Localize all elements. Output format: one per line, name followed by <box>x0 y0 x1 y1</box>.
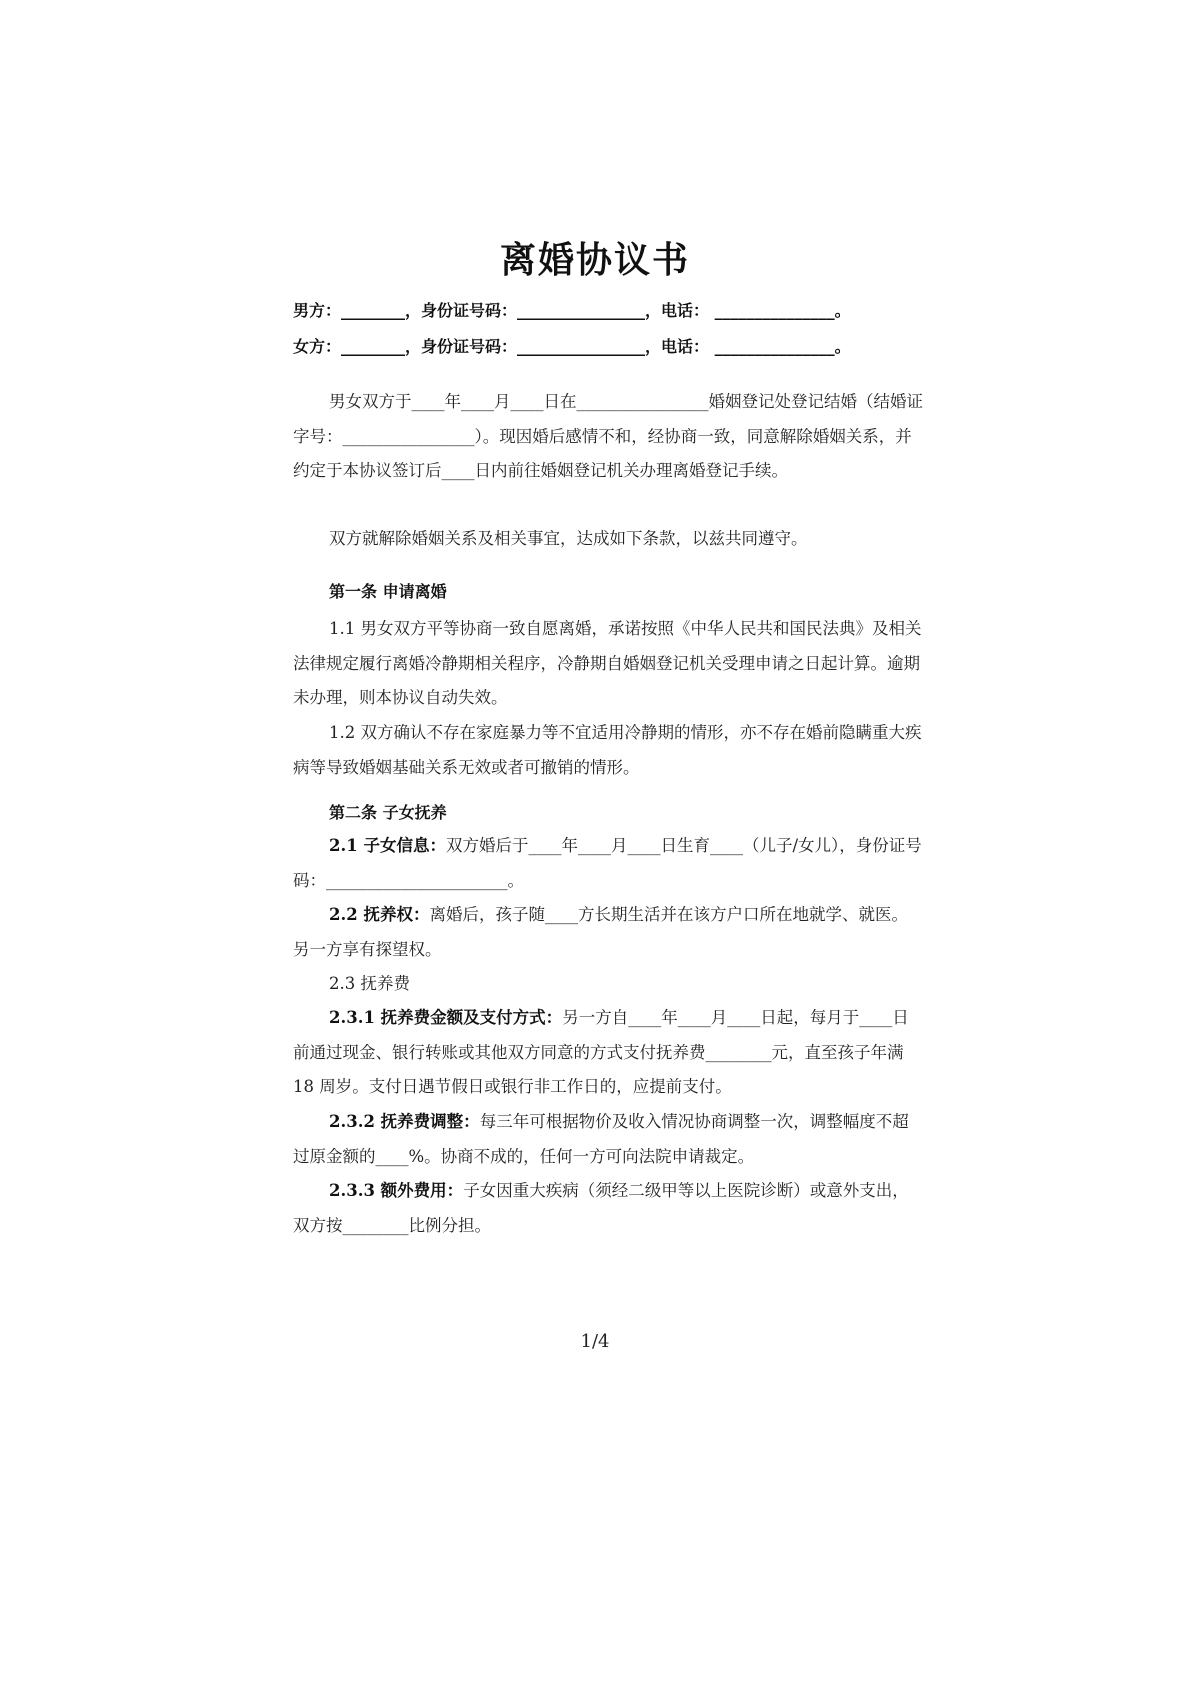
clause-2-3-1-label: 2.3.1 抚养费金额及支付方式： <box>329 1008 563 1027</box>
male-party-line: 男方：________，身份证号码：________________，电话： _______________。 <box>293 301 851 320</box>
clause-2-3-1-text: 另一方自____年____月____日起，每月于____日前通过现金、银行转账或其他双方同意的方式支付抚养费________元，直至孩子年满 18 周岁。支付日遇节假日或银行非工作日的，应提前支付。 <box>293 1008 909 1096</box>
clause-2-1-label: 2.1 子女信息： <box>329 836 446 855</box>
clause-2-1-text: 双方婚后于____年____月____日生育____（儿子/女儿），身份证号码：______________________。 <box>293 836 922 890</box>
document-title: 离婚协议书 <box>499 240 690 281</box>
clause-2-2-text: 离婚后，孩子随____方长期生活并在该方户口所在地就学、就医。另一方享有探望权。 <box>293 905 908 959</box>
intro-paragraph: 男女双方于____年____月____日在________________婚姻登记处登记结婚（结婚证字号：________________）。现因婚后感情不和，经协商一致，同意解除婚姻关系，并约定于本协议签订后____日内前往婚姻登记机关办理离婚登记手续。 <box>293 392 923 480</box>
clause-2-3-2-label: 2.3.2 抚养费调整： <box>329 1112 480 1131</box>
clause-2-2-label: 2.2 抚养权： <box>329 905 430 924</box>
clause-2-2 <box>293 898 923 967</box>
clause-1-2: 1.2 双方确认不存在家庭暴力等不宜适用冷静期的情形，亦不存在婚前隐瞒重大疾病等导致婚姻基础关系无效或者可撤销的情形。 <box>293 723 922 777</box>
female-party-line: 女方：________，身份证号码：________________，电话： _______________。 <box>293 337 851 356</box>
clause-2-3-2 <box>293 1105 923 1174</box>
intro-paragraph-2: 双方就解除婚姻关系及相关事宜，达成如下条款，以兹共同遵守。 <box>329 529 808 548</box>
clause-2-1 <box>293 829 923 898</box>
clause-2-3-3 <box>293 1174 923 1243</box>
clause-2-3-3-label: 2.3.3 额外费用： <box>329 1181 464 1200</box>
article-1-heading: 第一条 申请离婚 <box>329 582 447 601</box>
page-number: 1/4 <box>580 1331 610 1352</box>
clause-2-3-2-text: 每三年可根据物价及收入情况协商调整一次，调整幅度不超过原金额的____%。协商不成的，任何一方可向法院申请裁定。 <box>293 1112 909 1166</box>
clause-2-3-3-text: 子女因重大疾病（须经二级甲等以上医院诊断）或意外支出，双方按________比例分担。 <box>293 1181 909 1235</box>
clause-1-1: 1.1 男女双方平等协商一致自愿离婚，承诺按照《中华人民共和国民法典》及相关法律规定履行离婚冷静期相关程序，冷静期自婚姻登记机关受理申请之日起计算。逾期未办理，则本协议自动失效。 <box>293 619 922 707</box>
article-2-heading: 第二条 子女抚养 <box>329 803 447 822</box>
clause-2-3-1 <box>293 1001 923 1105</box>
clause-2-3: 2.3 抚养费 <box>329 974 410 993</box>
